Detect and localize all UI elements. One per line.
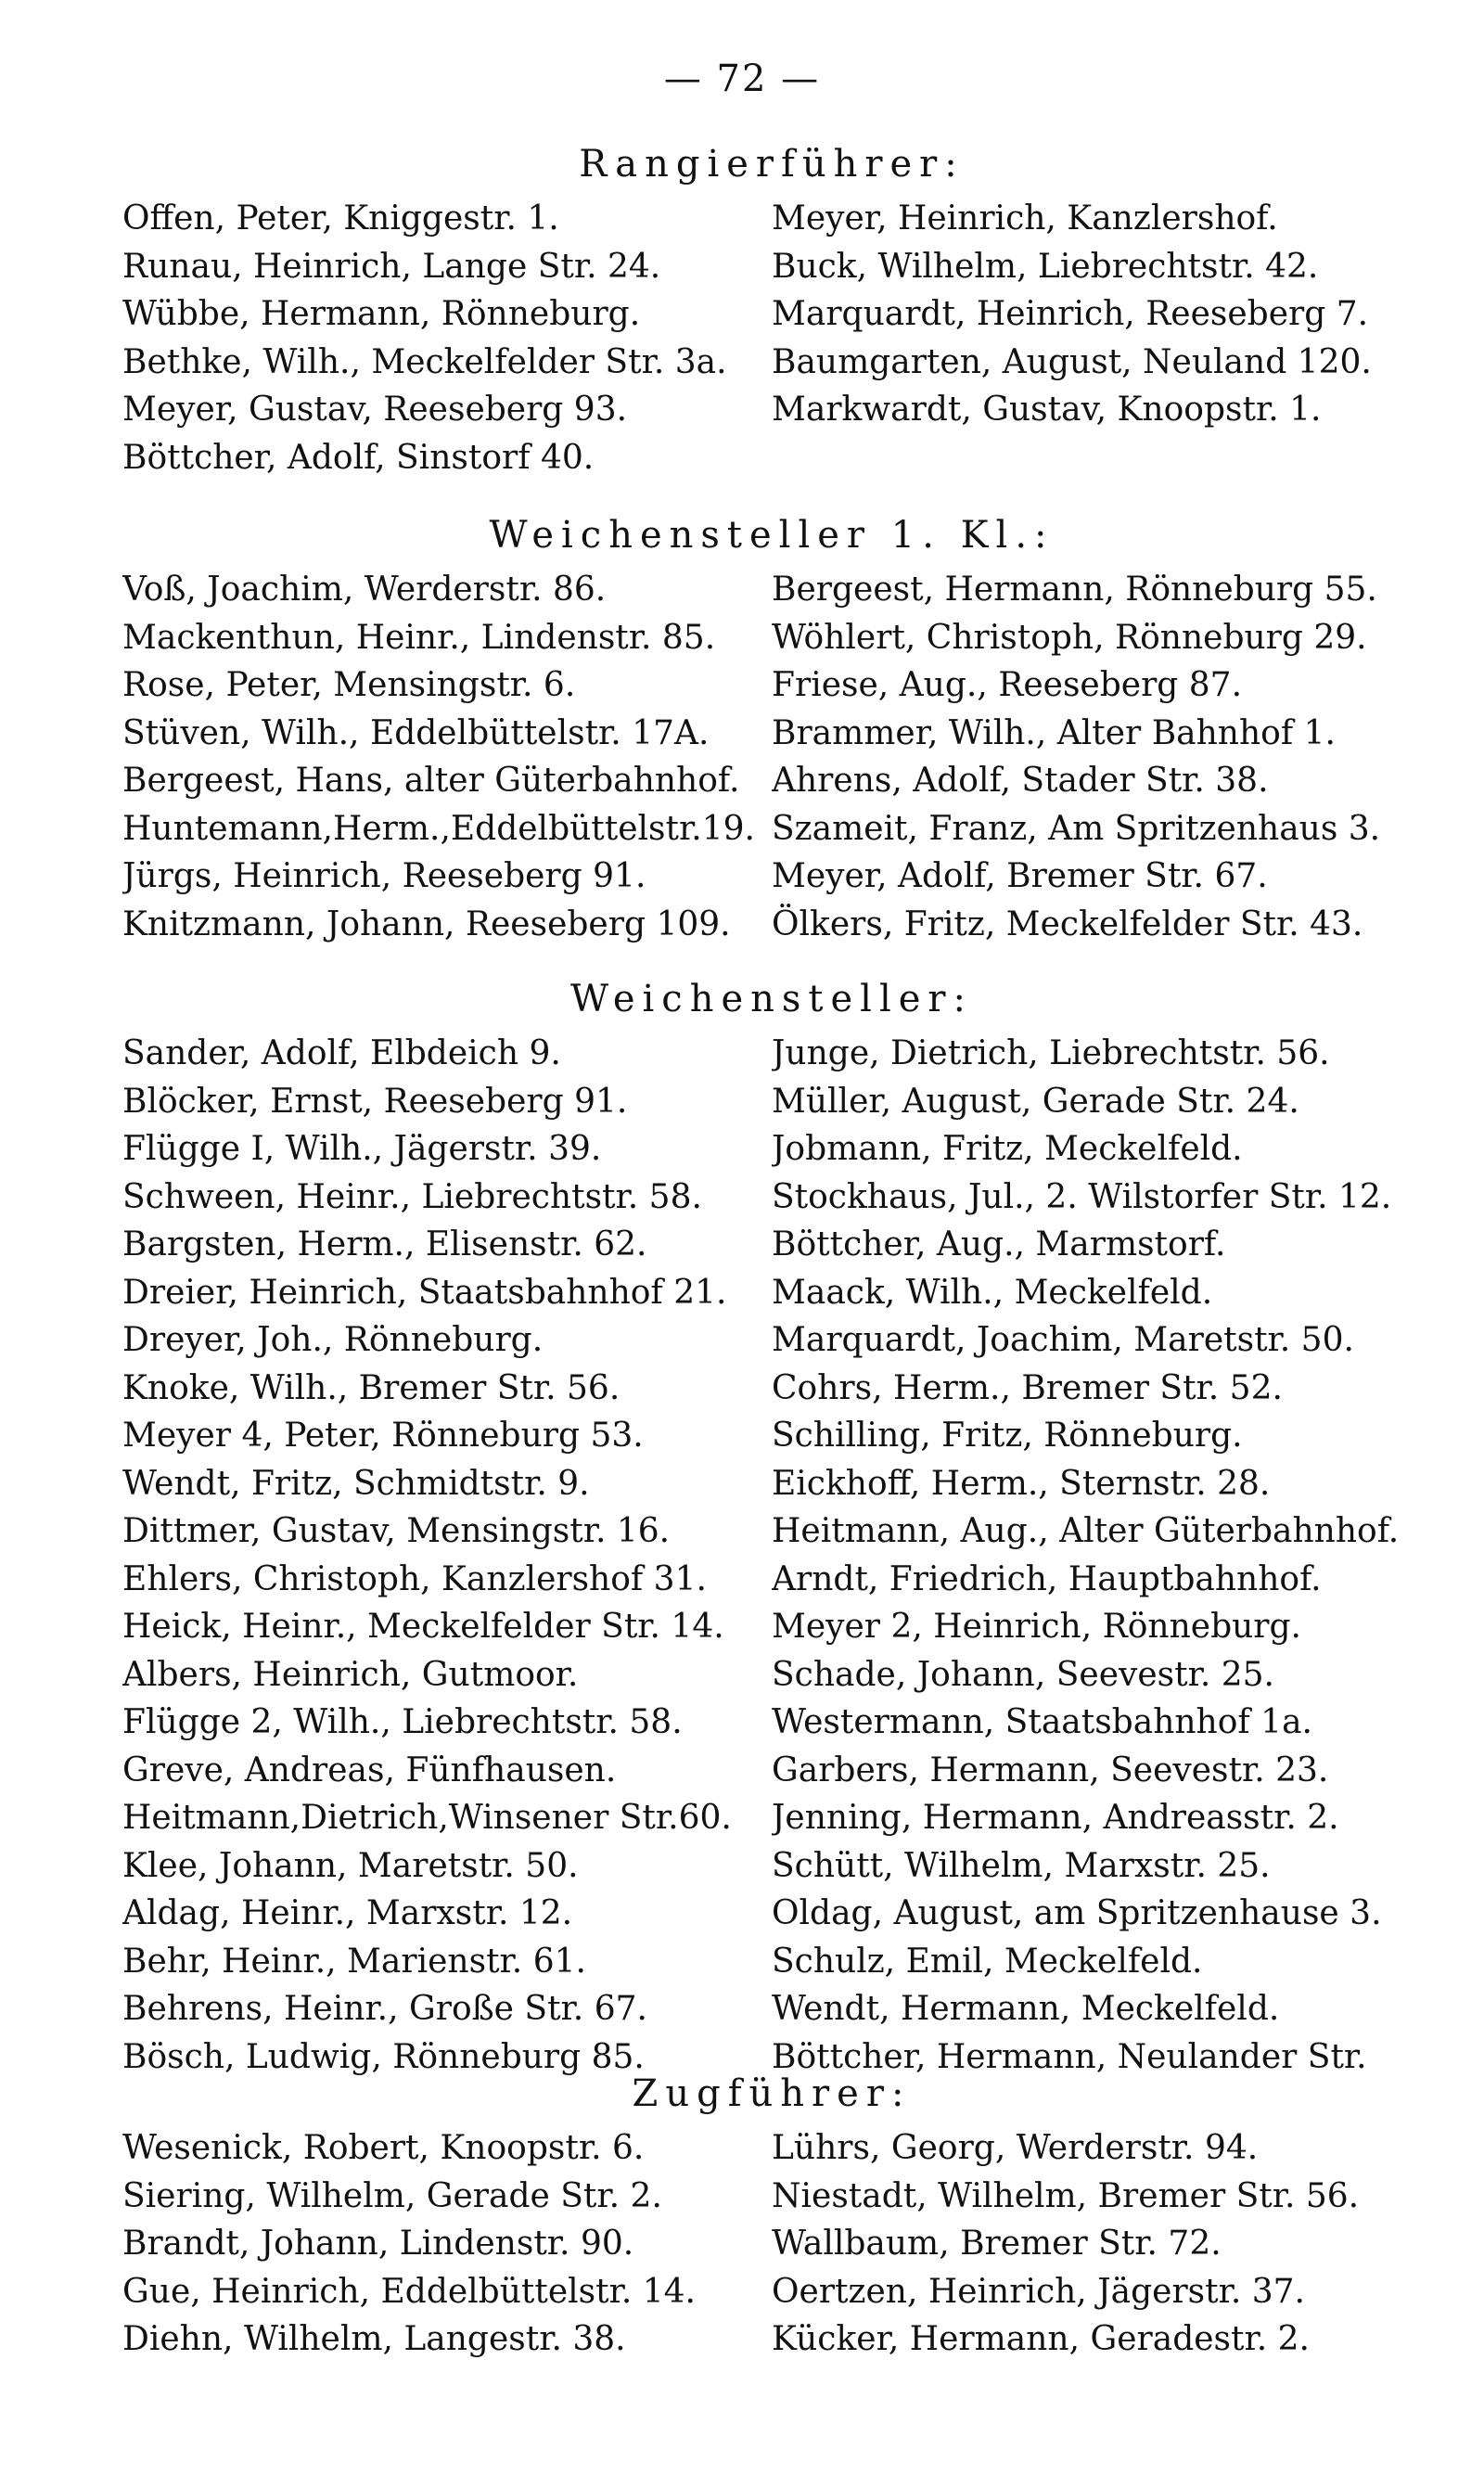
section-heading: Weichensteller 1. Kl.: — [489, 514, 1055, 557]
entry: Gue, Heinrich, Eddelbüttelstr. 14. — [122, 2272, 696, 2311]
entry: Böttcher, Adolf, Sinstorf 40. — [122, 438, 595, 477]
section-heading: Weichensteller: — [569, 978, 974, 1020]
entry: Rose, Peter, Mensingstr. 6. — [122, 666, 576, 704]
entry: Huntemann,Herm.,Eddelbüttelstr.19. — [122, 809, 755, 848]
entry: Schütt, Wilhelm, Marxstr. 25. — [772, 1846, 1271, 1885]
entry: Greve, Andreas, Fünfhausen. — [122, 1751, 617, 1789]
entry: Ölkers, Fritz, Meckelfelder Str. 43. — [772, 904, 1363, 943]
section-zugfuehrer — [122, 2071, 1421, 2364]
section-heading: Zugführer: — [632, 2072, 912, 2115]
entry: Meyer, Gustav, Reeseberg 93. — [122, 391, 628, 429]
entry: Bergeest, Hermann, Rönneburg 55. — [772, 571, 1377, 609]
entry: Meyer 2, Heinrich, Rönneburg. — [772, 1608, 1301, 1646]
entry: Bargsten, Herm., Elisenstr. 62. — [122, 1225, 647, 1263]
entry: Meyer, Heinrich, Kanzlershof. — [772, 199, 1278, 237]
section-rangierfuehrer — [122, 141, 1421, 481]
entry: Cohrs, Herm., Bremer Str. 52. — [772, 1368, 1283, 1407]
entry: Offen, Peter, Kniggestr. 1. — [122, 199, 559, 237]
entry: Buck, Wilhelm, Liebrechtstr. 42. — [772, 247, 1319, 286]
entry: Meyer 4, Peter, Rönneburg 53. — [122, 1417, 644, 1455]
entry: Bösch, Ludwig, Rönneburg 85. — [122, 2037, 645, 2076]
entry: Schilling, Fritz, Rönneburg. — [772, 1417, 1243, 1455]
entry: Brammer, Wilh., Alter Bahnhof 1. — [772, 713, 1336, 752]
entry: Heitmann, Aug., Alter Güterbahnhof. — [772, 1512, 1400, 1550]
entry: Arndt, Friedrich, Hauptbahnhof. — [772, 1559, 1322, 1598]
entry: Sander, Adolf, Elbdeich 9. — [122, 1034, 561, 1072]
entry: Wesenick, Robert, Knoopstr. 6. — [122, 2129, 645, 2167]
entry: Oldag, August, am Spritzenhause 3. — [772, 1894, 1382, 1932]
entry: Mackenthun, Heinr., Lindenstr. 85. — [122, 618, 716, 657]
entry: Diehn, Wilhelm, Langestr. 38. — [122, 2320, 626, 2358]
entry: Knitzmann, Johann, Reeseberg 109. — [122, 904, 731, 943]
entry: Ahrens, Adolf, Stader Str. 38. — [772, 762, 1269, 800]
entry: Niestadt, Wilhelm, Bremer Str. 56. — [772, 2176, 1360, 2215]
entry: Jenning, Hermann, Andreasstr. 2. — [772, 1799, 1339, 1837]
entry: Schade, Johann, Seevestr. 25. — [772, 1655, 1274, 1694]
entry: Voß, Joachim, Werderstr. 86. — [122, 571, 607, 609]
entry: Stüven, Wilh., Eddelbüttelstr. 17A. — [122, 713, 710, 752]
entry: Westermann, Staatsbahnhof 1a. — [772, 1703, 1312, 1741]
entry: Wallbaum, Bremer Str. 72. — [772, 2225, 1222, 2263]
entry-empty — [772, 434, 1421, 482]
entry: Maack, Wilh., Meckelfeld. — [772, 1273, 1213, 1312]
entry: Meyer, Adolf, Bremer Str. 67. — [772, 857, 1268, 895]
entry: Schulz, Emil, Meckelfeld. — [772, 1942, 1203, 1981]
entry: Müller, August, Gerade Str. 24. — [772, 1082, 1299, 1121]
entry: Wendt, Fritz, Schmidtstr. 9. — [122, 1464, 590, 1503]
entry: Friese, Aug., Reeseberg 87. — [772, 666, 1243, 704]
entry: Markwardt, Gustav, Knoopstr. 1. — [772, 391, 1322, 429]
entry: Junge, Dietrich, Liebrechtstr. 56. — [772, 1034, 1330, 1072]
entry: Jürgs, Heinrich, Reeseberg 91. — [122, 857, 646, 895]
entry: Baumgarten, August, Neuland 120. — [772, 342, 1372, 381]
entry: Dittmer, Gustav, Mensingstr. 16. — [122, 1512, 671, 1550]
entry: Ehlers, Christoph, Kanzlershof 31. — [122, 1559, 707, 1598]
entry: Dreier, Heinrich, Staatsbahnhof 21. — [122, 1273, 727, 1312]
entry: Blöcker, Ernst, Reeseberg 91. — [122, 1082, 628, 1121]
entry: Behrens, Heinr., Große Str. 67. — [122, 1990, 647, 2028]
section-heading: Rangierführer: — [579, 143, 965, 186]
entry: Brandt, Johann, Lindenstr. 90. — [122, 2225, 634, 2263]
section-weichensteller-1-kl — [122, 512, 1421, 948]
entry: Bethke, Wilh., Meckelfelder Str. 3a. — [122, 342, 727, 381]
entry: Behr, Heinr., Marienstr. 61. — [122, 1942, 586, 1981]
entry: Knoke, Wilh., Bremer Str. 56. — [122, 1368, 620, 1407]
entry: Klee, Johann, Maretstr. 50. — [122, 1846, 579, 1885]
page-number: — 72 — — [663, 58, 821, 100]
entry: Jobmann, Fritz, Meckelfeld. — [772, 1130, 1243, 1168]
entry: Marquardt, Heinrich, Reeseberg 7. — [772, 295, 1369, 333]
entry: Wöhlert, Christoph, Rönneburg 29. — [772, 618, 1367, 657]
entry: Runau, Heinrich, Lange Str. 24. — [122, 247, 661, 286]
entry: Stockhaus, Jul., 2. Wilstorfer Str. 12. — [772, 1177, 1392, 1216]
section-weichensteller — [122, 976, 1421, 2081]
entry: Böttcher, Hermann, Neulander Str. — [772, 2037, 1367, 2076]
entry: Lührs, Georg, Werderstr. 94. — [772, 2129, 1259, 2167]
entry: Böttcher, Aug., Marmstorf. — [772, 1225, 1226, 1263]
entry: Szameit, Franz, Am Spritzenhaus 3. — [772, 809, 1381, 848]
entry: Heick, Heinr., Meckelfelder Str. 14. — [122, 1608, 724, 1646]
entry: Schween, Heinr., Liebrechtstr. 58. — [122, 1177, 702, 1216]
entry: Siering, Wilhelm, Gerade Str. 2. — [122, 2176, 662, 2215]
entry: Albers, Heinrich, Gutmoor. — [122, 1655, 579, 1694]
entry: Wendt, Hermann, Meckelfeld. — [772, 1990, 1280, 2028]
entry: Dreyer, Joh., Rönneburg. — [122, 1321, 544, 1359]
entry: Oertzen, Heinrich, Jägerstr. 37. — [772, 2272, 1305, 2311]
entry: Garbers, Hermann, Seevestr. 23. — [772, 1751, 1329, 1789]
entry: Eickhoff, Herm., Sternstr. 28. — [772, 1464, 1271, 1503]
entry: Flügge 2, Wilh., Liebrechtstr. 58. — [122, 1703, 683, 1741]
entry: Heitmann,Dietrich,Winsener Str.60. — [122, 1799, 732, 1837]
entry: Aldag, Heinr., Marxstr. 12. — [122, 1894, 573, 1932]
entry: Flügge I, Wilh., Jägerstr. 39. — [122, 1130, 602, 1168]
entry: Marquardt, Joachim, Maretstr. 50. — [772, 1321, 1354, 1359]
entry: Kücker, Hermann, Geradestr. 2. — [772, 2320, 1310, 2358]
entry: Wübbe, Hermann, Rönneburg. — [122, 295, 641, 333]
entry: Bergeest, Hans, alter Güterbahnhof. — [122, 762, 740, 800]
